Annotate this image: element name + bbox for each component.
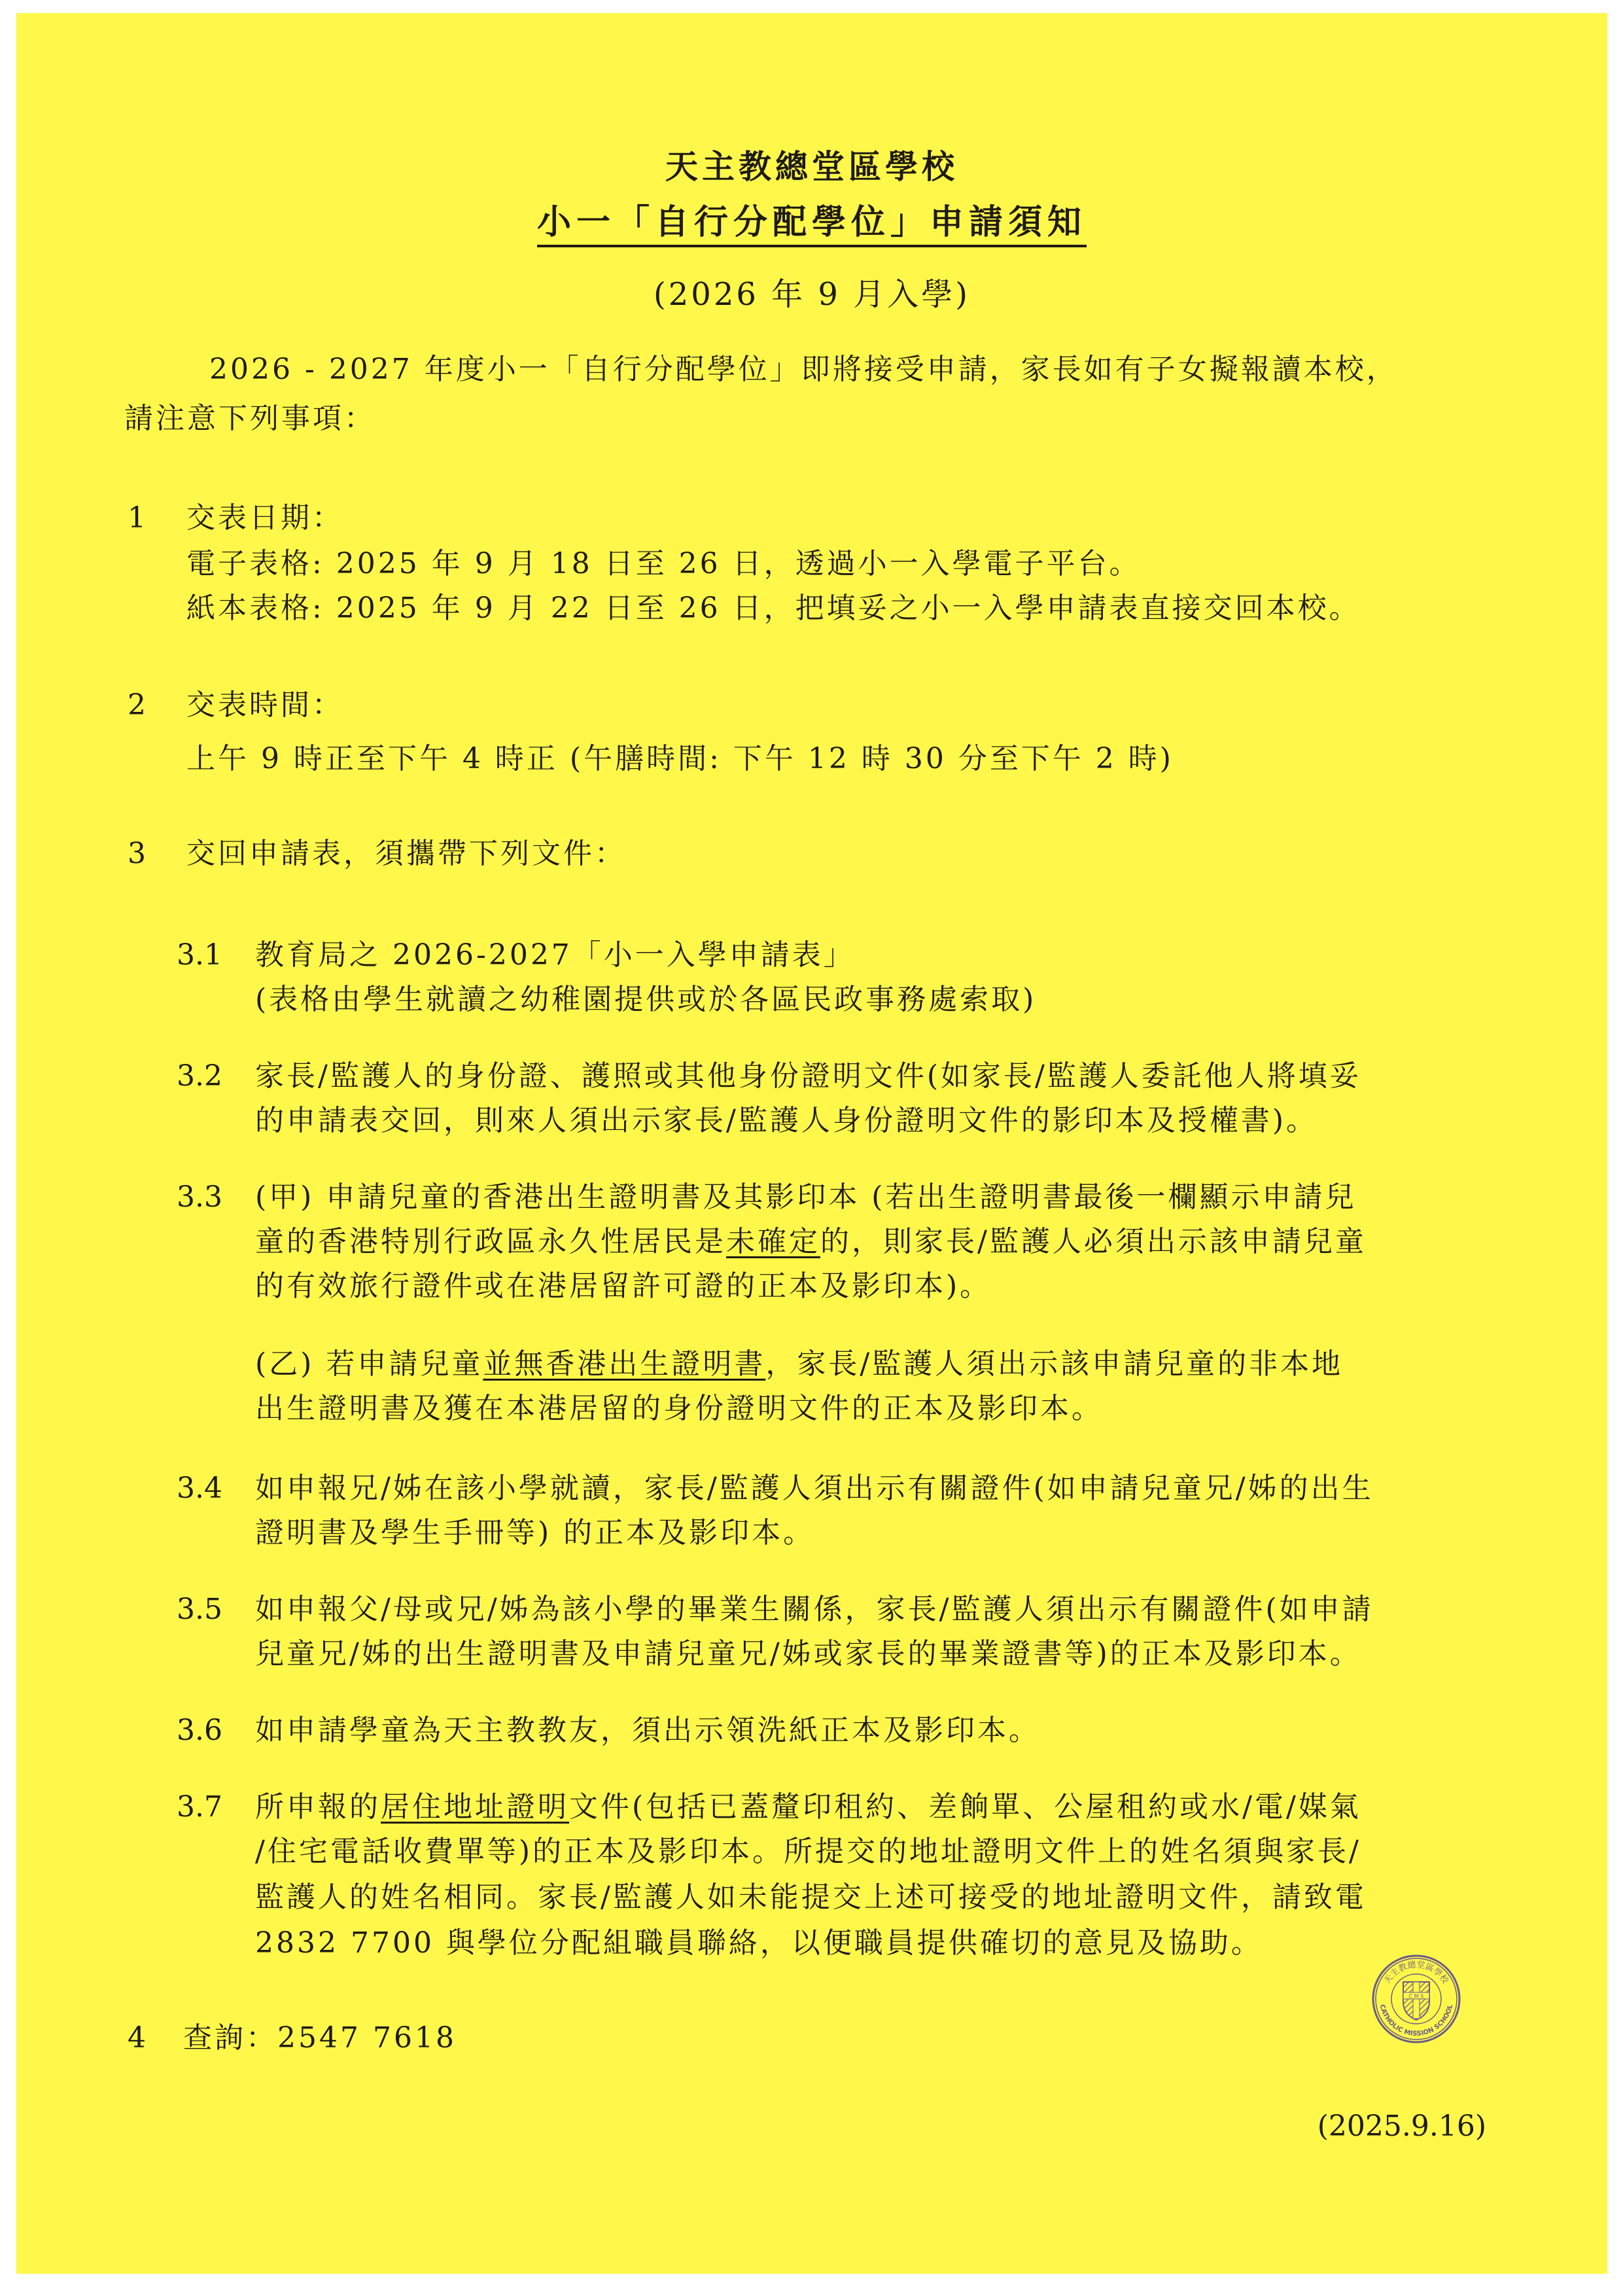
text-segment: 的，則家長/監護人必須出示該申請兒童 (820, 1225, 1367, 1258)
subitem-3-7-line-2: /住宅電話收費單等)的正本及影印本。所提交的地址證明文件上的姓名須與家長/ (255, 1835, 1361, 1868)
underlined-text-no-hk-birth-cert: 並無香港出生證明書 (483, 1347, 766, 1381)
text-segment: 文件(包括已蓋釐印租約、差餉單、公屋租約或水/電/媒氣 (569, 1790, 1361, 1824)
intake-date: (2026 年 9 月入學) (654, 276, 970, 313)
subitem-3-2-line-2: 的申請表交回，則來人須出示家長/監護人身份證明文件的影印本及授權書)。 (255, 1104, 1318, 1137)
item-number-1: 1 (128, 501, 146, 535)
item-number-4: 4 (128, 2021, 146, 2055)
subitem-3-7-line-1 (255, 1788, 1361, 1827)
subitem-3-2-line-1: 家長/監護人的身份證、護照或其他身份證明文件(如家長/監護人委託他人將填妥 (255, 1059, 1361, 1093)
text-segment: 所申報的 (255, 1790, 381, 1824)
text-segment: (乙) 若申請兒童 (255, 1347, 483, 1381)
underlined-text-undetermined: 未確定 (726, 1225, 820, 1258)
item-3-heading: 交回申請表，須攜帶下列文件： (186, 837, 626, 870)
subitem-3-3-b-line-1 (255, 1345, 1343, 1384)
subitem-number-3-1: 3.1 (177, 938, 222, 972)
subitem-3-1-line-2: (表格由學生就讀之幼稚園提供或於各區民政事務處索取) (255, 983, 1037, 1016)
item-2-line-1: 上午 9 時正至下午 4 時正 (午膳時間: 下午 12 時 30 分至下午 2 時) (186, 742, 1174, 775)
underlined-text-address-proof: 居住地址證明 (381, 1790, 569, 1824)
document-page (16, 13, 1607, 2274)
text-segment: ，家長/監護人須出示該申請兒童的非本地 (765, 1347, 1344, 1381)
item-1-line-2: 紙本表格: 2025 年 9 月 22 日至 26 日，把填妥之小一入學申請表直接交回本校。 (186, 592, 1361, 625)
notice-title-text: 小一「自行分配學位」申請須知 (537, 202, 1087, 247)
document-date: (2025.9.16) (1317, 2110, 1486, 2143)
subitem-number-3-5: 3.5 (177, 1593, 222, 1626)
subitem-3-3-a-line-3: 的有效旅行證件或在港居留許可證的正本及影印本)。 (255, 1269, 992, 1303)
text-segment: 童的香港特別行政區永久性居民是 (255, 1225, 726, 1258)
subitem-3-5-line-2: 兒童兄/姊的出生證明書及申請兒童兄/姊或家長的畢業證書等)的正本及影印本。 (255, 1637, 1361, 1670)
school-seal-icon (1370, 1953, 1462, 2045)
item-1-line-1: 電子表格: 2025 年 9 月 18 日至 26 日，透過小一入學電子平台。 (186, 547, 1141, 580)
subitem-number-3-7: 3.7 (177, 1790, 222, 1824)
subitem-3-3-a-line-2 (255, 1222, 1367, 1262)
subitem-number-3-3: 3.3 (177, 1180, 222, 1214)
subitem-3-6-line-1: 如申請學童為天主教教友，須出示領洗紙正本及影印本。 (255, 1714, 1040, 1747)
item-1-heading: 交表日期： (186, 501, 343, 535)
subitem-3-4-line-1: 如申報兄/姊在該小學就讀，家長/監護人須出示有關證件(如申請兒童兄/姊的出生 (255, 1472, 1374, 1505)
subitem-number-3-2: 3.2 (177, 1059, 222, 1093)
subitem-number-3-4: 3.4 (177, 1472, 222, 1505)
subitem-3-5-line-1: 如申報父/母或兄/姊為該小學的畢業生關係，家長/監護人須出示有關證件(如申請 (255, 1593, 1374, 1626)
subitem-3-7-line-4: 2832 7700 與學位分配組職員聯絡，以便職員提供確切的意見及協助。 (255, 1926, 1263, 1960)
intro-line-2: 請注意下列事項： (124, 402, 375, 435)
svg-text:C M S: C M S (1408, 1993, 1424, 2000)
item-number-2: 2 (128, 688, 146, 722)
subitem-number-3-6: 3.6 (177, 1714, 222, 1747)
subitem-3-3-a-line-1: (甲) 申請兒童的香港出生證明書及其影印本 (若出生證明書最後一欄顯示申請兒 (255, 1180, 1357, 1214)
subitem-3-4-line-2: 證明書及學生手冊等) 的正本及影印本。 (255, 1516, 815, 1549)
subitem-3-7-line-3: 監護人的姓名相同。家長/監護人如未能提交上述可接受的地址證明文件，請致電 (255, 1881, 1367, 1914)
enquiry-phone: 查詢：2547 7618 (183, 2021, 457, 2055)
notice-title (16, 203, 1607, 242)
subitem-3-1-line-1: 教育局之 2026-2027「小一入學申請表」 (255, 938, 855, 972)
svg-text:CATHOLIC MISSION SCHOOL: CATHOLIC MISSION SCHOOL (1378, 2004, 1455, 2038)
school-name: 天主教總堂區學校 (665, 147, 958, 186)
svg-text:天主教總堂區學校: 天主教總堂區學校 (1382, 1960, 1450, 1986)
item-2-heading: 交表時間： (186, 688, 343, 722)
item-number-3: 3 (128, 837, 146, 870)
intro-line-1: 2026 - 2027 年度小一「自行分配學位」即將接受申請，家長如有子女擬報讀本校， (209, 353, 1398, 386)
subitem-3-3-b-line-2: 出生證明書及獲在本港居留的身份證明文件的正本及影印本。 (255, 1392, 1103, 1425)
